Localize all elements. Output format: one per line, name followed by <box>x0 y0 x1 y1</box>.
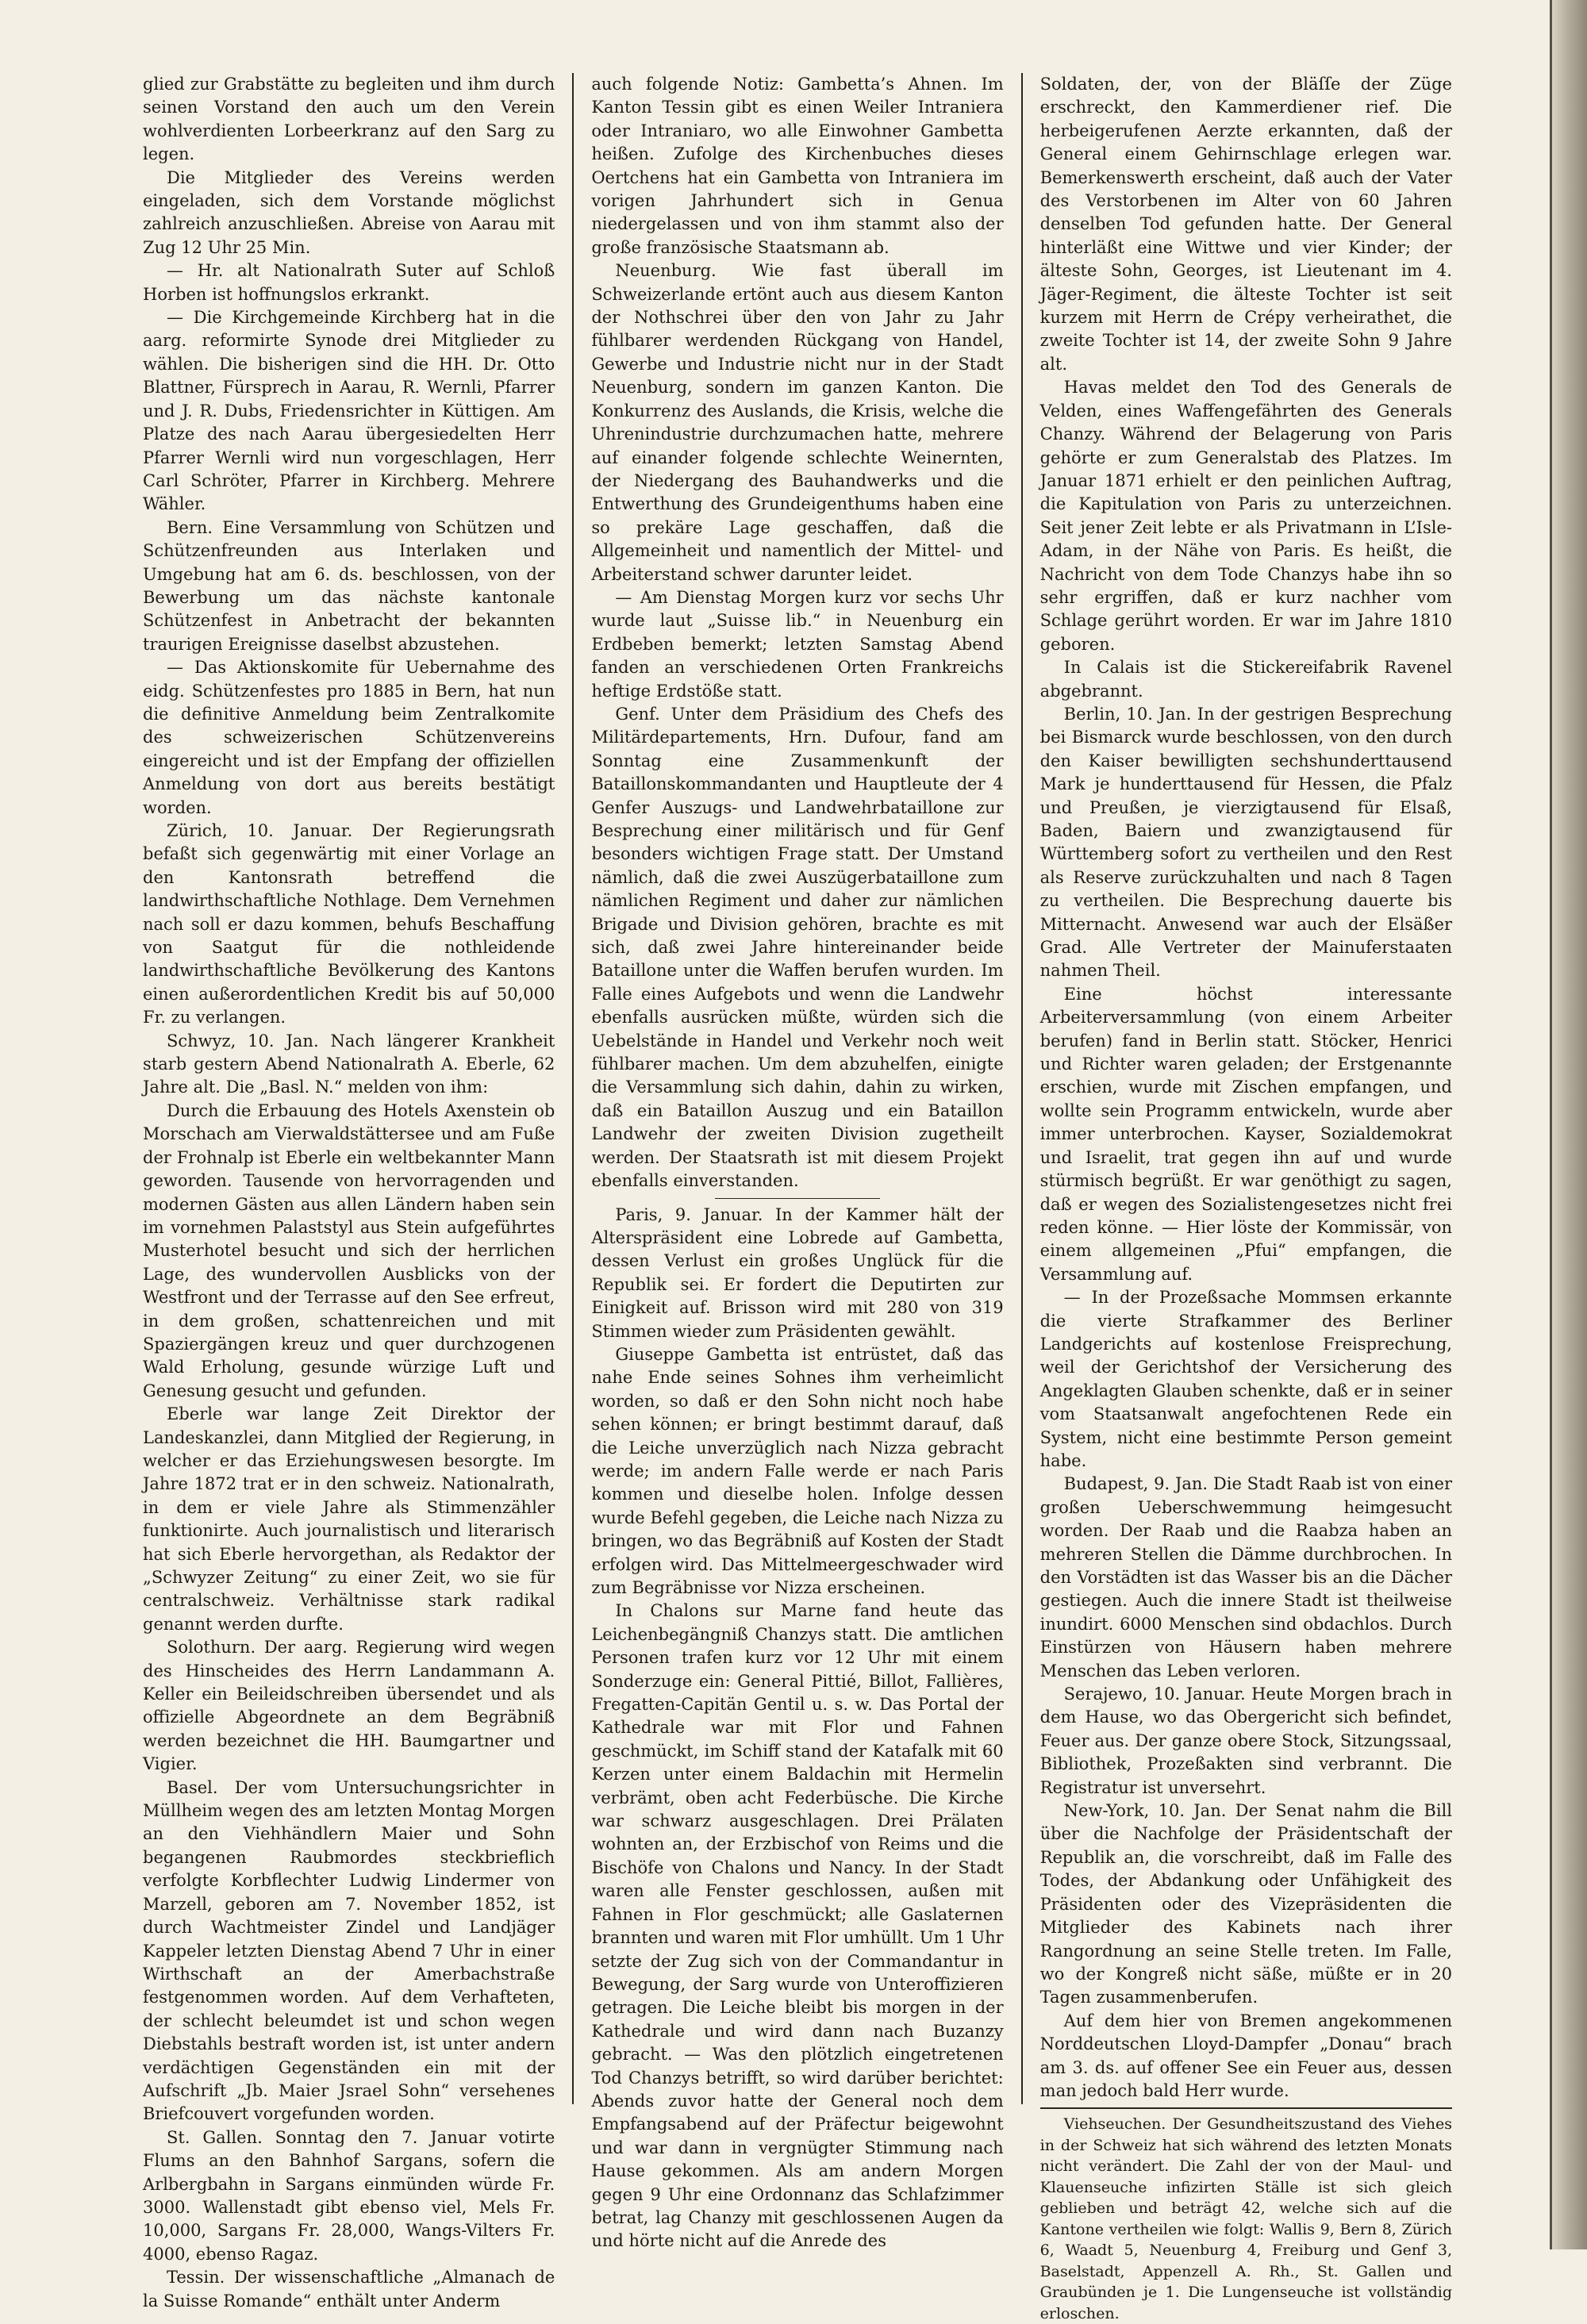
article-paragraph: In Calais ist die Stickereifabrik Ravenel abgebrannt. <box>1039 658 1452 701</box>
article-paragraph: Havas meldet den Tod des Generals de Velden, eines Waffengefährten des Generals Chanzy. Während der Belagerung von Paris gehörte er zum Generalstab des Platzes. Im Januar 1871 erhielt er den peinlichen Auftrag, die Kapitulation von Paris zu unterzeichnen. Seit jener Zeit lebte er als Privatmann in L’Isle-Adam, in der Nähe von Paris. Es heißt, die Nachricht von dem Tode Chanzys habe ihn so sehr ergriffen, daß er kurz nachher vom Schlage gerührt worden. Er war im Jahre 1810 geboren. <box>1039 378 1452 654</box>
column-3 <box>1039 73 1452 2322</box>
article-paragraph: — In der Prozeßsache Mommsen erkannte die vierte Strafkammer des Berliner Landgerichts auf kostenlose Freisprechung, weil der Gerichtshof der Versicherung des Angeklagten Glauben schenkte, daß er in seiner vom Staatsanwalt angefochtenen Rede ein System, nicht eine bestimmte Person gemeint habe. <box>1039 1288 1452 1470</box>
article-paragraph: Solothurn. Der aarg. Regierung wird wegen des Hinscheides des Herrn Landammann A. Keller ein Beileidschreiben übersendet und als offizielle Abgeordnete an dem Begräbniß werden bezeichnet die HH. Baumgartner und Vigier. <box>143 1638 555 1774</box>
article-paragraph: Eberle war lange Zeit Direktor der Landeskanzlei, dann Mitglied der Regierung, in welcher er das Erziehungswesen besorgte. Im Jahre 1872 trat er in den schweiz. Nationalrath, in dem er viele Jahre als Stimmenzähler funktionirte. Auch journalistisch und literarisch hat sich Eberle hervorgethan, als Redaktor der „Schwyzer Zeitung“ zu einer Zeit, wo sie für centralschweiz. Verhältnisse stark radikal genannt werden durfte. <box>143 1404 555 1634</box>
column-2 <box>591 73 1004 2251</box>
article-paragraph: St. Gallen. Sonntag den 7. Januar votirte Flums an den Bahnhof Sargans, sofern die Arlbergbahn in Sargans einmünden würde Fr. 3000. Wallenstadt gibt ebenso viel, Mels Fr. 10,000, Sargans Fr. 28,000, Wangs-Vilters Fr. 4000, ebenso Ragaz. <box>143 2127 555 2264</box>
article-paragraph: Durch die Erbauung des Hotels Axenstein ob Morschach am Vierwaldstättersee und am Fuße der Frohnalp ist Eberle ein weltbekannter Mann geworden. Tausende von hervorragenden und modernen Gästen aus allen Ländern haben sein im vornehmen Palaststyl aus Stein aufgeführtes Musterhotel besucht und sich der herrlichen Lage, des wundervollen Ausblicks von der Westfront und der Terrasse auf den See erfreut, in dem großen, schattenreichen und mit Spaziergängen kreuz und quer durchzogenen Wald Erholung, gesunde würzige Luft und Genesung gesucht und gefunden. <box>143 1101 555 1400</box>
page-edge-line <box>1550 0 1552 2249</box>
article-paragraph: Genf. Unter dem Präsidium des Chefs des Militärdepartements, Hrn. Dufour, fand am Sonntag eine Zusammenkunft der Bataillonskommandanten und Hauptleute der 4 Genfer Auszugs- und Landwehrbataillone zur Besprechung einer militärisch und für Genf besonders wichtigen Frage statt. Der Umstand nämlich, daß die zwei Auszügerbataillone zum nämlichen Regiment und daher zur nämlichen Brigade und Division gehören, brachte es mit sich, daß zwei Jahre hintereinander beide Bataillone unter die Waffen berufen wurden. Im Falle eines Aufgebots und wenn die Landwehr ebenfalls ausrücken müßte, würden sich die Uebelstände in Handel und Verkehr noch weit fühlbarer machen. Um dem abzuhelfen, einigte die Versammlung sich dahin, dahin zu wirken, daß ein Bataillon Auszug und ein Bataillon Landwehr der zweiten Division zugetheilt werden. Der Staatsrath ist mit diesem Projekt ebenfalls einverstanden. <box>591 704 1004 1191</box>
newspaper-columns <box>143 73 1452 2322</box>
article-paragraph: In Chalons sur Marne fand heute das Leichenbegängniß Chanzys statt. Die amtlichen Personen trafen kurz vor 12 Uhr mit einem Sonderzuge ein: General Pittié, Billot, Fallières, Fregatten-Capitän Gentil u. s. w. Das Portal der Kathedrale war mit Flor und Fahnen geschmückt, im Schiff stand der Katafalk mit 60 Kerzen unter einem Baldachin mit Hermelin verbrämt, oben acht Federbüsche. Die Kirche war schwarz ausgeschlagen. Drei Prälaten wohnten an, der Erzbischof von Reims und die Bischöfe von Chalons und Nancy. In der Stadt waren alle Fenster geschlossen, außen mit Fahnen in Flor geschmückt; alle Gaslaternen brannten und waren mit Flor umhüllt. Um 1 Uhr setzte der Zug sich von der Commandantur in Bewegung, der Sarg wurde von Unteroffizieren getragen. Die Leiche bleibt bis morgen in der Kathedrale und wird dann nach Buzanzy gebracht. — Was den plötzlich eingetretenen Tod Chanzys betrifft, so wird darüber berichtet: Abends zuvor hatte der General noch dem Empfangsabend auf der Präfectur beigewohnt und war dann in vergnügter Stimmung nach Hause gekommen. Als am andern Morgen gegen 9 Uhr eine Ordonnanz das Schlafzimmer betrat, lag Chanzy mit geschlossenen Augen da und hörte nicht auf die Anrede des <box>591 1601 1004 2251</box>
article-paragraph: — Die Kirchgemeinde Kirchberg hat in die aarg. reformirte Synode drei Mitglieder zu wählen. Die bisherigen sind die HH. Dr. Otto Blattner, Fürsprech in Aarau, R. Wernli, Pfarrer und J. R. Dubs, Friedensrichter in Küttigen. Am Platze des nach Aarau übergesiedelten Herr Pfarrer Wernli wird nun vorgeschlagen, Herr Carl Schröter, Pfarrer in Kirchberg. Mehrere Wähler. <box>143 308 555 514</box>
column-rule <box>1021 73 1023 2104</box>
article-paragraph: Basel. Der vom Untersuchungsrichter in Müllheim wegen des am letzten Montag Morgen an den Viehhändlern Maier und Sohn begangenen Raubmordes steckbrieflich verfolgte Korbflechter Ludwig Lindermer von Marzell, geboren am 7. November 1852, ist durch Wachtmeister Zindel und Landjäger Kappeler letzten Dienstag Abend 7 Uhr in einer Wirthschaft an der Amerbachstraße festgenommen worden. Auf dem Verhafteten, der schlecht beleumdet ist und schon wegen Diebstahls bestraft worden ist, ist unter andern verdächtigen Gegenständen ein mit der Aufschrift „Jb. Maier Jsrael Sohn“ versehenes Briefcouvert vorgefunden worden. <box>143 1777 555 2124</box>
article-paragraph: Bern. Eine Versammlung von Schützen und Schützenfreunden aus Interlaken und Umgebung hat am 6. ds. beschlossen, von der Bewerbung um das nächste kantonale Schützenfest in Anbetracht der bekannten traurigen Ereignisse daselbst abzustehen. <box>143 517 555 654</box>
column-rule <box>572 73 574 2104</box>
article-paragraph: Viehseuchen. Der Gesundheitszustand des Viehes in der Schweiz hat sich während des letzten Monats nicht verändert. Die Zahl der von der Maul- und Klauenseuche infizirten Ställe ist sich gleich geblieben und beträgt 42, welche sich auf die Kantone vertheilen wie folgt: Wallis 9, Bern 8, Zürich 6, Waadt 5, Neuenburg 4, Freiburg und Genf 3, Baselstadt, Appenzell A. Rh., St. Gallen und Graubünden je 1. Die Lungenseuche ist vollständig erloschen. <box>1039 2115 1452 2322</box>
page-edge <box>1552 0 1587 2249</box>
article-paragraph: Tessin. Der wissenschaftliche „Almanach de la Suisse Romande“ enthält unter Anderm <box>143 2268 555 2311</box>
column-1 <box>143 73 555 2311</box>
article-paragraph: glied zur Grabstätte zu begleiten und ihm durch seinen Vorstand den auch um den Verein wohlverdienten Lorbeerkranz auf den Sarg zu legen. <box>143 75 555 164</box>
article-paragraph: Eine höchst interessante Arbeiterversammlung (von einem Arbeiter berufen) fand in Berlin statt. Stöcker, Henrici und Richter waren geladen; der Erstgenannte erschien, wurde mit Zischen empfangen, und wollte sein Programm entwickeln, wurde aber immer unterbrochen. Kayser, Sozialdemokrat und Israelit, trat gegen ihn auf und wurde stürmisch begrüßt. Er war genöthigt zu sagen, daß er wegen des Sozialistengesetzes nicht frei reden könne. — Hier löste der Kommissär, von einem allgemeinen „Pfui“ empfangen, die Versammlung auf. <box>1039 984 1452 1284</box>
article-paragraph: Soldaten, der, von der Bläſſe der Züge erschreckt, den Kammerdiener rief. Die herbeigerufenen Aerzte erkannten, daß der General einem Gehirnschlage erlegen war. Bemerkenswerth erscheint, daß auch der Vater des Verstorbenen im Alter von 60 Jahren denselben Tod gefunden hatte. Der General hinterläßt eine Wittwe und vier Kinder; der älteste Sohn, Georges, ist Lieutenant im 4. Jäger-Regiment, die älteste Tochter ist seit kurzem mit Herrn de Crépy verheirathet, die zweite Tochter ist 14, der zweite Sohn 9 Jahre alt. <box>1039 75 1452 374</box>
article-paragraph: New-York, 10. Jan. Der Senat nahm die Bill über die Nachfolge der Präsidentschaft der Republik an, die vorschreibt, daß im Falle des Todes, der Abdankung oder Unfähigkeit des Präsidenten oder des Vizepräsidenten die Mitglieder des Kabinets nach ihrer Rangordnung an seine Stelle treten. Im Falle, wo der Kongreß nicht säße, müßte er in 20 Tagen zusammenberufen. <box>1039 1801 1452 2007</box>
article-paragraph: — Hr. alt Nationalrath Suter auf Schloß Horben ist hoffnungslos erkrankt. <box>143 261 555 304</box>
article-paragraph: Budapest, 9. Jan. Die Stadt Raab ist von einer großen Ueberschwemmung heimgesucht worden. Der Raab und die Raabza haben an mehreren Stellen die Dämme durchbrochen. In den Vorstädten ist das Wasser bis an die Dächer gestiegen. Auch die innere Stadt ist theilweise inundirt. 6000 Menschen sind obdachlos. Durch Einstürzen von Häusern haben mehrere Menschen das Leben verloren. <box>1039 1474 1452 1681</box>
article-paragraph: Neuenburg. Wie fast überall im Schweizerlande ertönt auch aus diesem Kanton der Nothschrei über den von Jahr zu Jahr fühlbarer werdenden Rückgang von Handel, Gewerbe und Industrie nicht nur in der Stadt Neuenburg, sondern im ganzen Kanton. Die Konkurrenz des Auslands, die Krisis, welche die Uhrenindustrie durchzumachen hatte, mehrere auf einander folgende schlechte Weinernten, der Niedergang des Bauhandwerks und die Entwerthung des Grundeigenthums haben eine so prekäre Lage geschaffen, daß die Allgemeinheit und namentlich der Mittel- und Arbeiterstand schwer darunter leidet. <box>591 261 1004 584</box>
article-paragraph: Berlin, 10. Jan. In der gestrigen Besprechung bei Bismarck wurde beschlossen, von den durch den Kaiser bewilligten sechshunderttausend Mark je hunderttausend für Hessen, die Pfalz und Preußen, je vierzigtausend für Elsaß, Baden, Baiern und zwanzigtausend für Württemberg sofort zu vertheilen und den Rest als Reserve zurückzuhalten und nach 8 Tagen zu vertheilen. Die Besprechung dauerte bis Mitternacht. Anwesend war auch der Elsäßer Grad. Alle Vertreter der Mainuferstaaten nahmen Theil. <box>1039 704 1452 981</box>
article-paragraph: Die Mitglieder des Vereins werden eingeladen, sich dem Vorstande möglichst zahlreich anzuschließen. Abreise von Aarau mit Zug 12 Uhr 25 Min. <box>143 167 555 257</box>
article-paragraph: Giuseppe Gambetta ist entrüstet, daß das nahe Ende seines Sohnes ihm verheimlicht worden, so daß er den Sohn nicht noch habe sehen können; er bringt bestimmt darauf, daß die Leiche unverzüglich nach Nizza gebracht werde; im andern Falle werde er nach Paris kommen und dieselbe holen. Infolge dessen wurde Befehl gegeben, die Leiche nach Nizza zu bringen, wo das Begräbniß auf Kosten der Stadt erfolgen wird. Das Mittelmeergeschwader wird zum Begräbnisse vor Nizza erscheinen. <box>591 1344 1004 1597</box>
article-paragraph: auch folgende Notiz: Gambetta’s Ahnen. Im Kanton Tessin gibt es einen Weiler Intraniera oder Intraniaro, wo alle Einwohner Gambetta heißen. Zufolge des Kirchenbuches dieses Oertchens hat ein Gambetta von Intraniera im vorigen Jahrhundert sich in Genua niedergelassen und von ihm stammt also der große französische Staatsmann ab. <box>591 75 1004 257</box>
article-paragraph: Paris, 9. Januar. In der Kammer hält der Alterspräsident eine Lobrede auf Gambetta, dessen Verlust ein großes Unglück für die Republik sei. Er fordert die Deputirten zur Einigkeit auf. Brisson wird mit 280 von 319 Stimmen wieder zum Präsidenten gewählt. <box>591 1204 1004 1341</box>
separator-line <box>1040 2107 1452 2109</box>
article-paragraph: — Am Dienstag Morgen kurz vor sechs Uhr wurde laut „Suisse lib.“ in Neuenburg ein Erdbeben bemerkt; letzten Samstag Abend fanden an verschiedenen Orten Frankreichs heftige Erdstöße statt. <box>591 587 1004 701</box>
article-paragraph: Serajewo, 10. Januar. Heute Morgen brach in dem Hause, wo das Obergericht sich befindet, Feuer aus. Der ganze obere Stock, Sitzungssaal, Bibliothek, Prozeßakten sind verbrannt. Die Registratur ist unversehrt. <box>1039 1684 1452 1797</box>
separator-line <box>715 1198 880 1199</box>
article-paragraph: Auf dem hier von Bremen angekommenen Norddeutschen Lloyd-Dampfer „Donau“ brach am 3. ds. auf offener See ein Feuer aus, dessen man jedoch bald Herr wurde. <box>1039 2011 1452 2100</box>
article-paragraph: Zürich, 10. Januar. Der Regierungsrath befaßt sich gegenwärtig mit einer Vorlage an den Kantonsrath betreffend die landwirthschaftliche Nothlage. Dem Vernehmen nach soll er dazu kommen, behufs Beschaffung von Saatgut für die nothleidende landwirthschaftliche Bevölkerung des Kantons einen außerordentlichen Kredit bis auf 50,000 Fr. zu verlangen. <box>143 821 555 1028</box>
article-paragraph: — Das Aktionskomite für Uebernahme des eidg. Schützenfestes pro 1885 in Bern, hat nun die definitive Anmeldung beim Zentralkomite des schweizerischen Schützenvereins eingereicht und ist der Empfang der offiziellen Anmeldung von dort aus bereits bestätigt worden. <box>143 658 555 817</box>
article-paragraph: Schwyz, 10. Jan. Nach längerer Krankheit starb gestern Abend Nationalrath A. Eberle, 62 Jahre alt. Die „Basl. N.“ melden von ihm: <box>143 1031 555 1097</box>
